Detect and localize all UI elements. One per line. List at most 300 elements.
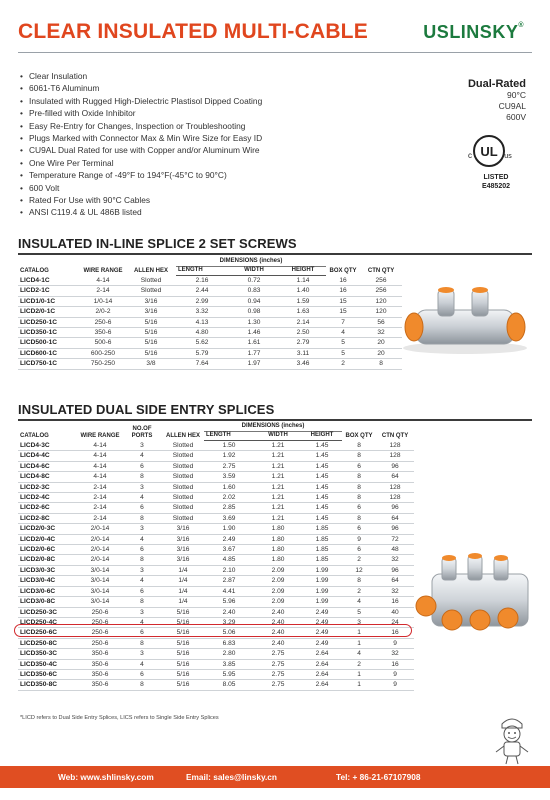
table-row (18, 328, 402, 338)
table-cell: 1.21 (254, 441, 302, 451)
table-cell: 3 (122, 565, 162, 575)
section-divider (18, 419, 532, 421)
table-cell: 1.21 (254, 472, 302, 482)
table-cell: 7 (326, 317, 360, 327)
table-cell: 1.80 (254, 555, 302, 565)
table-cell: 3 (122, 607, 162, 617)
table-cell: 7.64 (176, 359, 228, 369)
table-cell: 3.59 (204, 472, 254, 482)
table-cell: 2.75 (204, 461, 254, 471)
table-cell: 2/0-14 (78, 534, 122, 544)
table-cell: 256 (360, 286, 402, 296)
catalog-cell: LICD350-3C (18, 649, 78, 659)
table-cell: 5/16 (126, 338, 176, 348)
table-cell: 5 (342, 607, 376, 617)
table-cell: 1.45 (302, 493, 342, 503)
table-row (18, 451, 414, 461)
table-row (18, 461, 414, 471)
table-row (18, 545, 414, 555)
table-cell: 3/0-14 (78, 576, 122, 586)
table-cell: 2.09 (254, 586, 302, 596)
table-cell: 3/16 (162, 555, 204, 565)
table-cell: 1.99 (302, 576, 342, 586)
logo-registered-mark: ® (518, 22, 524, 29)
catalog-cell: LICD250-1C (18, 317, 80, 327)
table-cell: 1.45 (302, 472, 342, 482)
table-cell: 8 (122, 680, 162, 690)
table-cell: 4 (342, 649, 376, 659)
table-cell: 1.50 (204, 441, 254, 451)
table-row (18, 359, 402, 369)
table-cell: 6 (342, 545, 376, 555)
table-cell: 2/0-14 (78, 555, 122, 565)
table-cell: 4 (122, 659, 162, 669)
col-header-dimensions: DIMENSIONS (inches) (176, 258, 326, 266)
table-cell: 1.21 (254, 451, 302, 461)
table-cell: 3.46 (280, 359, 326, 369)
table-cell: 2.49 (204, 534, 254, 544)
table-cell: 5.95 (204, 669, 254, 679)
table-cell: 1.21 (254, 513, 302, 523)
table-cell: 1.85 (302, 555, 342, 565)
table-cell: 8 (360, 359, 402, 369)
table-cell: 4 (326, 328, 360, 338)
table-cell: Slotted (162, 472, 204, 482)
table-cell: 2.64 (302, 669, 342, 679)
table-cell: 500-6 (80, 338, 126, 348)
table-row (18, 680, 414, 690)
table-cell: 4-14 (78, 441, 122, 451)
table-cell: 2-14 (80, 286, 126, 296)
table-cell: 2.99 (176, 296, 228, 306)
catalog-cell: LICD500-1C (18, 338, 80, 348)
table-cell: 2.16 (176, 276, 228, 286)
table-cell: 4-14 (78, 472, 122, 482)
dual-side-splice-photo (408, 548, 544, 640)
table-cell: 3.11 (280, 348, 326, 358)
table-cell: 96 (376, 461, 414, 471)
table-cell: 96 (376, 524, 414, 534)
table-cell: Slotted (162, 503, 204, 513)
table-cell: 350-6 (78, 649, 122, 659)
table-cell: 2 (326, 359, 360, 369)
col-header-width: WIDTH (228, 266, 280, 276)
catalog-cell: LICD2/0-1C (18, 307, 80, 317)
feature-item: • Clear Insulation (20, 70, 350, 82)
table-cell: 2-14 (78, 482, 122, 492)
catalog-cell: LICD3/0-8C (18, 597, 78, 607)
catalog-cell: LICD250-3C (18, 607, 78, 617)
table-cell: 1.59 (280, 296, 326, 306)
table-cell: 128 (376, 441, 414, 451)
table-cell: 4 (122, 617, 162, 627)
table-cell: 2.14 (280, 317, 326, 327)
table-row (18, 555, 414, 565)
feature-item: • CU9AL Dual Rated for use with Copper and/or Aluminum Wire (20, 144, 350, 156)
table-cell: 4 (342, 597, 376, 607)
table-cell: 0.98 (228, 307, 280, 317)
catalog-cell: LICD2-3C (18, 482, 78, 492)
col-header-ctn-qty: CTN QTY (367, 268, 395, 274)
table-cell: 5.79 (176, 348, 228, 358)
ul-us-text: us (504, 153, 512, 160)
table-cell: 64 (376, 513, 414, 523)
table-cell: 2.50 (280, 328, 326, 338)
table-cell: 8 (342, 482, 376, 492)
table-cell: 48 (376, 545, 414, 555)
catalog-cell: LICD2-6C (18, 503, 78, 513)
table-cell: 1.85 (302, 545, 342, 555)
table-cell: 250-6 (78, 638, 122, 648)
page-title: CLEAR INSULATED MULTI-CABLE (18, 20, 368, 43)
table-cell: 5/16 (162, 649, 204, 659)
table-cell: 2.49 (302, 628, 342, 638)
catalog-cell: LICD1/0-1C (18, 296, 80, 306)
table-cell: 1.45 (302, 513, 342, 523)
table-cell: 3.32 (176, 307, 228, 317)
table-row (18, 669, 414, 679)
catalog-cell: LICD350-8C (18, 680, 78, 690)
table-cell: 5/16 (126, 348, 176, 358)
table-cell: 250-6 (78, 628, 122, 638)
table-cell: 4 (122, 534, 162, 544)
table-cell: 3/16 (126, 296, 176, 306)
table-cell: 1.14 (280, 276, 326, 286)
table-cell: 3/0-14 (78, 597, 122, 607)
table-cell: 2.79 (280, 338, 326, 348)
footer-email[interactable]: Email: sales@linsky.cn (186, 772, 277, 782)
table-cell: 2.44 (176, 286, 228, 296)
table-row (18, 576, 414, 586)
table-cell: 4.85 (204, 555, 254, 565)
ul-text: UL (480, 144, 498, 159)
table-cell: 6.83 (204, 638, 254, 648)
feature-list (20, 70, 350, 219)
catalog-cell: LICD250-4C (18, 617, 78, 627)
table-row (18, 524, 414, 534)
table-cell: 3 (122, 482, 162, 492)
table-cell: 15 (326, 307, 360, 317)
footnote: *LICD refers to Dual Side Entry Splices, LICS refers to Single Side Entry Splices (20, 715, 219, 721)
table-cell: 5/16 (162, 617, 204, 627)
table-cell: 1.45 (302, 451, 342, 461)
table-cell: 2.64 (302, 680, 342, 690)
table-cell: 32 (376, 649, 414, 659)
table-cell: 16 (376, 597, 414, 607)
col-header-height: HEIGHT (280, 266, 326, 276)
feature-item: • ANSI C119.4 & UL 486B listed (20, 206, 350, 218)
table-cell: 4 (122, 493, 162, 503)
ul-listing (482, 173, 510, 191)
table-cell: 0.94 (228, 296, 280, 306)
table-cell: 1.90 (204, 524, 254, 534)
inline-splice-photo (390, 272, 540, 364)
table-cell: 250-6 (78, 617, 122, 627)
table-cell: Slotted (162, 441, 204, 451)
catalog-cell: LICD4-4C (18, 451, 78, 461)
table-row (18, 482, 414, 492)
table-cell: 3 (342, 617, 376, 627)
table-cell: 3.67 (204, 545, 254, 555)
table-cell: 250-6 (80, 317, 126, 327)
ul-file-number: E485202 (481, 183, 510, 190)
feature-item: • Insulated with Rugged High-Dielectric Plastisol Dipped Coating (20, 95, 350, 107)
table-row (18, 348, 402, 358)
table-cell: 6 (122, 586, 162, 596)
table-cell: 9 (376, 680, 414, 690)
table-cell: 9 (376, 669, 414, 679)
feature-item: • Temperature Range of -49°F to 194°F(-45°C to 90°C) (20, 169, 350, 181)
contact-footer (0, 766, 550, 788)
table-cell: 1.77 (228, 348, 280, 358)
table-cell: 1.21 (254, 493, 302, 503)
table-cell: 5.06 (204, 628, 254, 638)
table-row (18, 659, 414, 669)
table-cell: 64 (376, 576, 414, 586)
table-cell: 350-6 (78, 669, 122, 679)
table-cell: 256 (360, 276, 402, 286)
table-row (18, 317, 402, 327)
table-cell: 2.80 (204, 649, 254, 659)
table-cell: 3/8 (126, 359, 176, 369)
table-cell: 128 (376, 482, 414, 492)
table-cell: 350-6 (78, 680, 122, 690)
table-cell: 15 (326, 296, 360, 306)
table-cell: 4.41 (204, 586, 254, 596)
table-cell: 2.64 (302, 659, 342, 669)
col-header-allen-hex: ALLEN HEX (133, 268, 168, 274)
table-cell: 4.13 (176, 317, 228, 327)
col-header-dimensions: DIMENSIONS (inches) (204, 423, 342, 431)
table-cell: 96 (376, 503, 414, 513)
table-cell: 2-14 (78, 503, 122, 513)
table-cell: 5/16 (162, 607, 204, 617)
catalog-cell: LICD2-8C (18, 513, 78, 523)
section-title-inline-splice: INSULATED IN-LINE SPLICE 2 SET SCREWS (18, 236, 297, 251)
table-cell: 8 (342, 513, 376, 523)
table-cell: 1.21 (254, 482, 302, 492)
table-cell: Slotted (162, 493, 204, 503)
rating-voltage: 600V (506, 112, 526, 122)
table-row (18, 307, 402, 317)
table-cell: 2.49 (302, 638, 342, 648)
table-cell: 1 (342, 628, 376, 638)
feature-item: • Rated For Use with 90°C Cables (20, 194, 350, 206)
feature-item: • 600 Volt (20, 182, 350, 194)
table-cell: 1.63 (280, 307, 326, 317)
table-cell: 6 (122, 503, 162, 513)
table-cell: 1.45 (302, 441, 342, 451)
table-cell: 2.75 (254, 649, 302, 659)
table-cell: 56 (360, 317, 402, 327)
catalog-cell: LICD4-6C (18, 461, 78, 471)
table-cell: 8 (342, 493, 376, 503)
table-cell: 4-14 (78, 451, 122, 461)
catalog-cell: LICD2/0-6C (18, 545, 78, 555)
col-header-ports: NO.OF PORTS (131, 425, 153, 439)
footer-phone: Tel: + 86-21-67107908 (336, 772, 421, 782)
table-cell: 3/0-14 (78, 586, 122, 596)
table-cell: 3 (122, 441, 162, 451)
table-cell: 5.62 (176, 338, 228, 348)
table-row (18, 638, 414, 648)
table-cell: 1.85 (302, 534, 342, 544)
feature-item: • 6061-T6 Aluminum (20, 82, 350, 94)
table-row (18, 286, 402, 296)
catalog-cell: LICD3/0-6C (18, 586, 78, 596)
col-header-wire-range: WIRE RANGE (80, 433, 120, 439)
ul-c-text: c (468, 151, 472, 160)
table-cell: 5/16 (162, 638, 204, 648)
table-cell: 1/0-14 (80, 296, 126, 306)
table-cell: 2.09 (254, 565, 302, 575)
table-cell: 8 (342, 451, 376, 461)
table-cell: 1.45 (302, 482, 342, 492)
table-cell: 6 (122, 628, 162, 638)
section-title-dual-side-entry: INSULATED DUAL SIDE ENTRY SPLICES (18, 402, 275, 417)
col-header-height: HEIGHT (302, 431, 342, 441)
catalog-cell: LICD2/0-4C (18, 534, 78, 544)
table-cell: Slotted (126, 286, 176, 296)
table-row (18, 586, 414, 596)
col-header-ctn-qty: CTN QTY (381, 433, 409, 439)
dual-rated-title: Dual-Rated (467, 78, 526, 90)
table-cell: 2/0-2 (80, 307, 126, 317)
table-cell: 2.75 (254, 669, 302, 679)
table-cell: 3/0-14 (78, 565, 122, 575)
table-cell: 16 (326, 286, 360, 296)
logo-linsky: LINSKY (449, 22, 519, 42)
table-cell: 6 (122, 669, 162, 679)
table-cell: Slotted (162, 482, 204, 492)
table-cell: 1.80 (254, 524, 302, 534)
table-row (18, 607, 414, 617)
catalog-cell: LICD750-1C (18, 359, 80, 369)
table-cell: 3.85 (204, 659, 254, 669)
table-row (18, 441, 414, 451)
col-header-length: LENGTH (204, 431, 254, 441)
feature-item: • Plugs Marked with Connector Max & Min Wire Size for Easy ID (20, 132, 350, 144)
table-cell: 2.02 (204, 493, 254, 503)
table-cell: 5/16 (162, 659, 204, 669)
col-header-allen-hex: ALLEN HEX (165, 433, 200, 439)
table-cell: 1 (342, 680, 376, 690)
catalog-cell: LICD350-6C (18, 669, 78, 679)
table-cell: 0.72 (228, 276, 280, 286)
table-cell: 2.40 (254, 617, 302, 627)
table-cell: 1.45 (302, 503, 342, 513)
table-cell: 32 (376, 555, 414, 565)
table-cell: 6 (342, 503, 376, 513)
table-cell: 16 (326, 276, 360, 286)
table-cell: Slotted (162, 451, 204, 461)
table-cell: 5.96 (204, 597, 254, 607)
table-cell: 2.49 (302, 607, 342, 617)
table-cell: 40 (376, 607, 414, 617)
table-row (18, 338, 402, 348)
table-cell: 1.92 (204, 451, 254, 461)
table-cell: 5/16 (162, 628, 204, 638)
table-cell: 350-6 (80, 328, 126, 338)
table-cell: 2.40 (254, 638, 302, 648)
table-cell: 3/16 (162, 545, 204, 555)
table-cell: 2-14 (78, 513, 122, 523)
catalog-cell: LICD2/0-8C (18, 555, 78, 565)
table-cell: 5/16 (126, 317, 176, 327)
table-cell: 1/4 (162, 586, 204, 596)
dual-side-entry-table (18, 423, 414, 691)
inline-splice-table (18, 258, 402, 370)
table-cell: 9 (342, 534, 376, 544)
catalog-cell: LICD350-4C (18, 659, 78, 669)
table-cell: 1.40 (280, 286, 326, 296)
table-cell: 2-14 (78, 493, 122, 503)
footer-website[interactable]: Web: www.shlinsky.com (58, 772, 154, 782)
catalog-cell: LICD4-3C (18, 441, 78, 451)
table-cell: 3.29 (204, 617, 254, 627)
table-cell: 750-250 (80, 359, 126, 369)
table-cell: 5/16 (162, 669, 204, 679)
table-cell: 128 (376, 451, 414, 461)
table-cell: 1.45 (302, 461, 342, 471)
table-cell: 120 (360, 296, 402, 306)
table-cell: 8.05 (204, 680, 254, 690)
table-row (18, 649, 414, 659)
table-cell: 20 (360, 348, 402, 358)
table-cell: 24 (376, 617, 414, 627)
table-cell: 2.85 (204, 503, 254, 513)
catalog-cell: LICD3/0-4C (18, 576, 78, 586)
table-cell: 64 (376, 472, 414, 482)
table-cell: 3/16 (126, 307, 176, 317)
catalog-cell: LICD4-1C (18, 276, 80, 286)
table-cell: 4-14 (80, 276, 126, 286)
table-cell: 32 (360, 328, 402, 338)
table-cell: 1.61 (228, 338, 280, 348)
table-cell: 1.60 (204, 482, 254, 492)
table-cell: 1.99 (302, 586, 342, 596)
table-cell: 0.83 (228, 286, 280, 296)
brand-logo (423, 22, 524, 43)
table-cell: 20 (360, 338, 402, 348)
table-cell: 5/16 (126, 328, 176, 338)
table-cell: 2.64 (302, 649, 342, 659)
table-cell: 8 (342, 576, 376, 586)
table-cell: 1/4 (162, 565, 204, 575)
table-cell: 1 (342, 669, 376, 679)
catalog-cell: LICD350-1C (18, 328, 80, 338)
highlighted-row-outline (14, 624, 412, 637)
table-cell: 16 (376, 628, 414, 638)
table-cell: 2 (342, 586, 376, 596)
table-cell: 12 (342, 565, 376, 575)
table-cell: 1/4 (162, 597, 204, 607)
table-cell: 8 (122, 555, 162, 565)
catalog-cell: LICD2-4C (18, 493, 78, 503)
table-cell: 3 (122, 649, 162, 659)
table-cell: 9 (376, 638, 414, 648)
table-cell: 2 (342, 659, 376, 669)
col-header-width: WIDTH (254, 431, 302, 441)
catalog-cell: LICD3/0-3C (18, 565, 78, 575)
table-cell: 6 (342, 461, 376, 471)
table-cell: 2.10 (204, 565, 254, 575)
table-cell: Slotted (126, 276, 176, 286)
table-cell: 4.80 (176, 328, 228, 338)
table-cell: 2.40 (254, 607, 302, 617)
feature-item: • Easy Re-Entry for Changes, Inspection or Troubleshooting (20, 120, 350, 132)
table-cell: 2.75 (254, 680, 302, 690)
